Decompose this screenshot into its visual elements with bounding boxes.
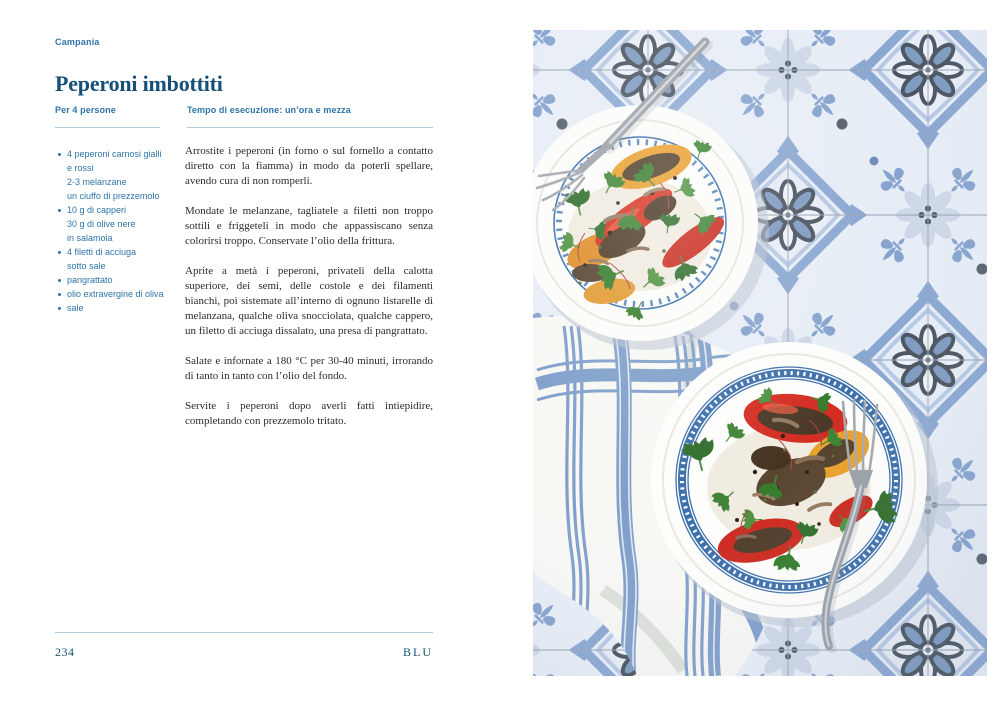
method-paragraph: Aprite a metà i peperoni, privateli della calotta superiore, dei semi, delle costole e dei filamenti bianchi, poi sistemate all’interno di ognuno listarelle di melanzana, qualche oliva snocciolata, qualche cappero, un filetto di acciuga dissalato, una presa di pangrattato. [185, 265, 433, 337]
ingredient-item: un ciuffo di prezzemolo [67, 191, 160, 201]
bullet-dot [58, 307, 61, 310]
ingredient-item: 2-3 melanzane [67, 177, 127, 187]
bullet-dot [58, 293, 61, 296]
book-title: BLU [403, 645, 433, 659]
recipe-photo [533, 30, 987, 676]
recipe-text-column [55, 0, 433, 706]
ingredient-item: 4 peperoni carnosi gialli [55, 147, 183, 161]
ingredient-item: e rossi [67, 163, 94, 173]
ingredient-item: 30 g di olive nere [67, 219, 136, 229]
method-paragraph: Arrostite i peperoni (in forno o sul fornello a contatto diretto con la fiamma) in modo da poterli spellare, avendo cura di non romperli. [185, 145, 433, 187]
ingredient-item: olio extravergine di oliva [55, 287, 183, 301]
servings-label: Per 4 persone [55, 105, 116, 115]
method-paragraph: Mondate le melanzane, tagliatele a filetti non troppo sottili e friggeteli in modo che appassiscano senza colorirsi troppo. Conservate l’olio della frittura. [185, 205, 433, 247]
bullet-dot [58, 209, 61, 212]
recipe-title: Peperoni imbottiti [55, 70, 223, 96]
ingredient-item: sotto sale [67, 261, 106, 271]
bullet-dot [58, 279, 61, 282]
ingredient-item: in salamoia [67, 233, 113, 243]
region-label: Campania [55, 37, 100, 47]
divider-rule [55, 127, 160, 128]
ingredient-item: 4 filetti di acciuga [55, 245, 183, 259]
method-paragraph: Servite i peperoni dopo averli fatti intiepidire, completando con prezzemolo tritato. [185, 400, 433, 427]
footer-rule [55, 632, 433, 633]
ingredients-list [55, 147, 183, 315]
ingredient-item: pangrattato [55, 273, 183, 287]
ingredient-item: sale [55, 301, 183, 315]
time-label: Tempo di esecuzione: un’ora e mezza [187, 105, 351, 115]
divider-rule [187, 127, 433, 128]
bullet-dot [58, 251, 61, 254]
bullet-dot [58, 153, 61, 156]
method-text [185, 144, 433, 444]
ingredient-item: 10 g di capperi [55, 203, 183, 217]
page-number: 234 [55, 645, 75, 659]
method-paragraph: Salate e infornate a 180 °C per 30-40 minuti, irrorando di tanto in tanto con l’olio del fondo. [185, 355, 433, 382]
